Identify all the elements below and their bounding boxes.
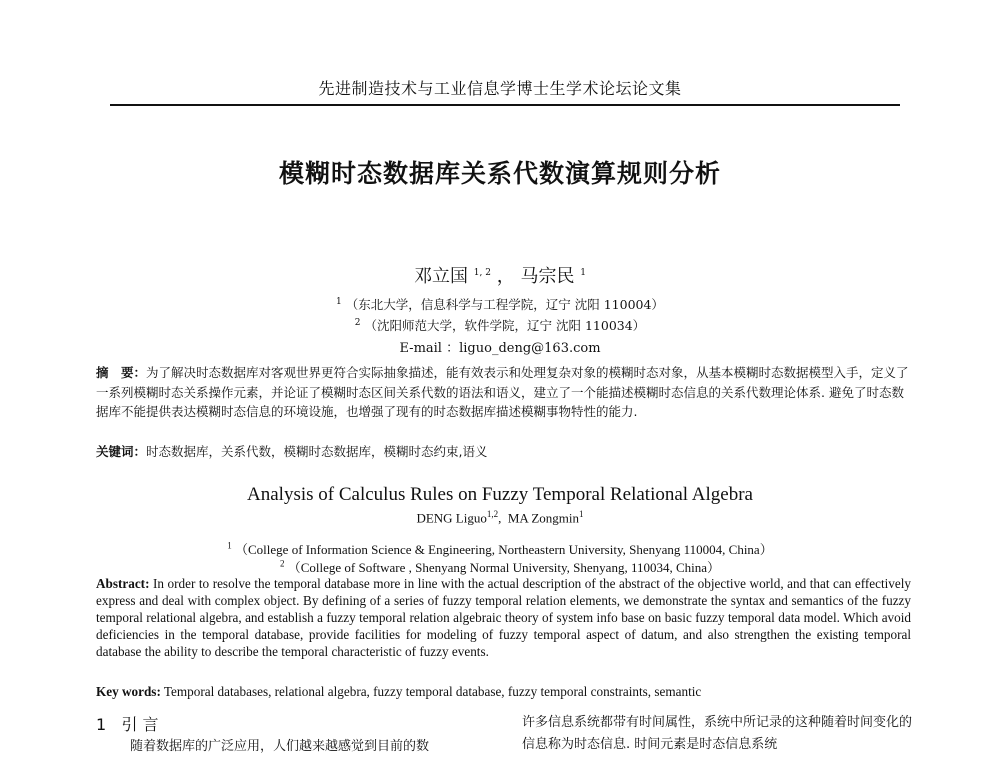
body-right-column: 许多信息系统都带有时间属性，系统中所记录的这种随着时间变化的信息称为时态信息. 时间元素是时态信息系统	[522, 715, 912, 752]
english-title: Analysis of Calculus Rules on Fuzzy Temporal Relational Algebra	[247, 484, 753, 505]
body-left-column: 随着数据库的广泛应用，人们越来越感觉到目前的数	[130, 739, 430, 754]
english-affiliation-2	[0, 557, 1000, 576]
abstract-english	[96, 575, 911, 660]
abstract-text: In order to resolve the temporal database more in line with the actual description of the abstract of the objective world, and that can effectively express and deal with complex object. By defining of a series of fuzzy temporal relation elements, we demonstrate the syntax and semantics of the fuzzy temporal relational algebra, and establish a fuzzy temporal relation algebraic theory of system info base on basic fuzzy temporal data model. Which avoid deficiencies in the temporal database, provide facilities for modeling of fuzzy temporal aspect of datum, and also strengthen the existing temporal database the ability to describe the temporal characteristic of fuzzy events.	[96, 576, 912, 659]
abstract-text: 为了解决时态数据库对客观世界更符合实际抽象描述，能有效表示和处理复杂对象的模糊时态对象，从基本模糊时态数据模型入手，定义了一系列模糊时态关系操作元素，并论证了模糊时态区间关系代数的语法和语义，建立了一个能描述模糊时态信息的关系代数理论体系. 避免了时态数据库不能提供表达模糊时态信息的环境设施，也增强了现有的时态数据库描述模糊事物特性的能力.	[96, 365, 909, 419]
author-name: 邓立国	[414, 266, 469, 287]
author-superscript: 1,2	[486, 509, 499, 519]
author-name: 马宗民	[520, 266, 575, 287]
header-rule	[110, 104, 900, 106]
affiliation-text: （College of Software , Shenyang Normal University, Shenyang, 110034, China）	[287, 560, 721, 575]
english-author-line: DENG Liguo$^{1,2}$, MA Zongmin$^1$	[416, 509, 584, 526]
keywords-text: 时态数据库，关系代数，模糊时态数据库，模糊时态约束,语义	[146, 444, 488, 459]
english-affiliation-1	[0, 539, 1000, 558]
abstract-chinese	[96, 363, 911, 422]
author-superscript: 1, 2	[473, 268, 491, 278]
affiliation-1	[0, 295, 1000, 313]
affiliation-text: （College of Information Science & Engineering, Northeastern University, Shenyang 110004, China）	[235, 542, 773, 557]
author-superscript: 1	[579, 509, 584, 519]
affiliation-text: （沈阳师范大学，软件学院，辽宁 沈阳 110034）	[364, 318, 646, 333]
section-heading	[96, 712, 159, 735]
journal-header: 先进制造技术与工业信息学博士生学术论坛论文集	[318, 79, 682, 98]
keywords-label: 关键词：	[96, 444, 147, 459]
abstract-label: 摘 要：	[96, 365, 147, 380]
affiliation-2	[0, 316, 1000, 334]
affiliation-superscript: 1	[336, 296, 342, 307]
paper-title: 模糊时态数据库关系代数演算规则分析	[278, 159, 721, 188]
abstract-label: Abstract:	[96, 576, 150, 591]
author-email: E-mail ：liguo_deng@163.com	[399, 341, 601, 356]
author-separator: ，	[496, 266, 515, 287]
affiliation-superscript: 1	[227, 540, 232, 551]
author-line	[0, 262, 1000, 288]
keywords-text: Temporal databases, relational algebra, fuzzy temporal database, fuzzy temporal constraints, semantic	[163, 684, 702, 699]
keywords-chinese	[96, 442, 911, 460]
author-name: DENG Liguo	[416, 510, 487, 526]
author-name: MA Zongmin	[507, 510, 580, 526]
keywords-label: Key words:	[96, 684, 161, 699]
section-title: 引 言	[121, 715, 159, 734]
affiliation-superscript: 2	[279, 558, 285, 569]
affiliation-superscript: 2	[354, 317, 361, 328]
affiliation-text: （东北大学，信息科学与工程学院，辽宁 沈阳 110004）	[345, 297, 664, 312]
section-number: 1	[96, 715, 107, 734]
keywords-english	[96, 684, 911, 700]
author-superscript: 1	[580, 268, 586, 278]
